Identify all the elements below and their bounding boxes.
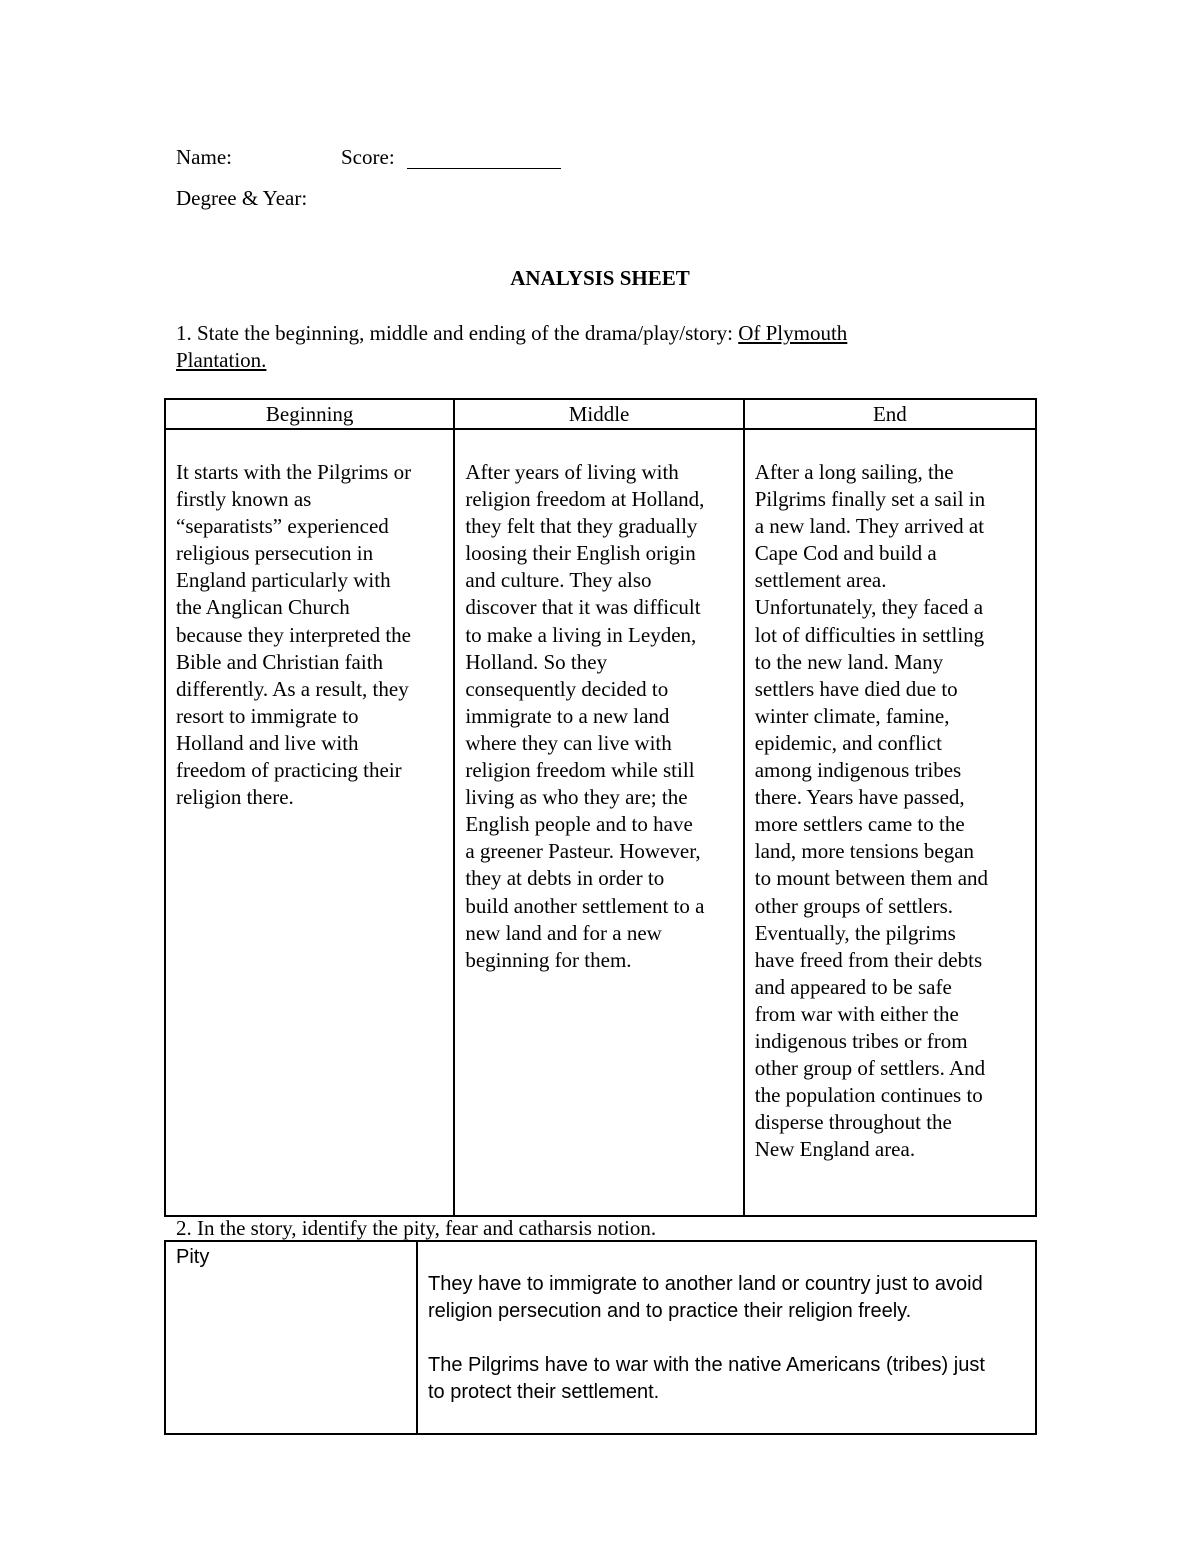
cell-text-line: to the new land. Many [754, 649, 944, 674]
pity-text-line: to protect their settlement. [428, 1381, 660, 1403]
middle-cell [454, 429, 743, 1216]
cell-text-line: Eventually, the pilgrims [754, 920, 956, 945]
cell-text-line: Holland. So they [465, 649, 608, 674]
cell-text-line: resort to immigrate to [176, 703, 359, 728]
cell-text-line: more settlers came to the [754, 812, 965, 837]
cell-text-line: they felt that they gradually [465, 514, 698, 539]
pity-label: Pity [165, 1241, 417, 1434]
cell-text-line: discover that it was difficult [465, 595, 701, 620]
cell-text-line: other groups of settlers. [754, 893, 954, 918]
cell-text-line: firstly known as [176, 487, 312, 512]
end-cell [744, 429, 1036, 1216]
cell-text-line: Holland and live with [176, 730, 359, 755]
beginning-middle-end-table [164, 398, 1037, 1217]
cell-text-line: New England area. [754, 1137, 916, 1162]
pity-text-line: They have to immigrate to another land or country just to avoid [428, 1273, 983, 1295]
cell-text-line: religious persecution in [176, 541, 374, 566]
cell-text-line: After years of living with [465, 460, 679, 484]
header-beginning: Beginning [165, 399, 454, 429]
cell-text-line: consequently decided to [465, 676, 669, 701]
degree-year-label: Degree & Year: [176, 186, 308, 210]
pity-paragraph [428, 1271, 1027, 1325]
question-2-prompt: 2. In the story, identify the pity, fear and catharsis notion. [176, 1216, 657, 1240]
pity-content [417, 1241, 1036, 1434]
cell-text-line: Bible and Christian faith [176, 649, 384, 674]
cell-text-line: living as who they are; the [465, 785, 688, 810]
cell-text-line: they at debts in order to [465, 866, 665, 891]
score-blank-line [407, 168, 561, 169]
cell-text-line: “separatists” experienced [176, 514, 389, 539]
cell-text-line: beginning for them. [465, 947, 632, 972]
story-title-line-2: Plantation. [176, 348, 267, 372]
question-1-prompt [176, 320, 847, 347]
cell-text-line: England particularly with [176, 568, 391, 593]
cell-text-line: loosing their English origin [465, 541, 696, 566]
cell-text-line: where they can live with [465, 730, 672, 755]
cell-text-line: epidemic, and conflict [754, 730, 942, 755]
cell-text-line: differently. As a result, they [176, 676, 409, 701]
cell-text-line: lot of difficulties in settling [754, 622, 985, 647]
cell-text-line: to make a living in Leyden, [465, 622, 697, 647]
cell-text-line: settlers have died due to [754, 676, 958, 701]
cell-text-line: settlement area. [754, 568, 887, 593]
cell-text-line: because they interpreted the [176, 622, 411, 647]
page-title: ANALYSIS SHEET [510, 266, 690, 290]
cell-text-line: Unfortunately, they faced a [754, 595, 984, 620]
cell-text-line: winter climate, famine, [754, 703, 950, 728]
header-middle: Middle [454, 399, 743, 429]
cell-text-line: from war with either the [754, 1001, 959, 1026]
pity-paragraph [428, 1352, 1027, 1406]
cell-text-line: and appeared to be safe [754, 974, 952, 999]
cell-text-line: land, more tensions began [754, 839, 975, 864]
cell-text-line: other group of settlers. And [754, 1056, 986, 1081]
cell-text-line: Cape Cod and build a [754, 541, 937, 566]
cell-text-line: Pilgrims finally set a sail in [754, 487, 986, 512]
cell-text-line: a new land. They arrived at [754, 514, 985, 539]
cell-text-line: indigenous tribes or from [754, 1028, 968, 1053]
cell-text-line: a greener Pasteur. However, [465, 839, 701, 864]
cell-text-line: build another settlement to a [465, 893, 705, 918]
cell-text-line: disperse throughout the [754, 1110, 952, 1135]
name-label: Name: [176, 145, 232, 169]
beginning-cell [165, 429, 454, 1216]
story-title-line-1: Of Plymouth [738, 321, 848, 345]
pity-text-line: religion persecution and to practice their religion freely. [428, 1300, 912, 1322]
cell-text-line: the population continues to [754, 1083, 983, 1108]
table-body-row [165, 429, 1036, 1216]
cell-text-line: there. Years have passed, [754, 785, 965, 810]
cell-text-line: immigrate to a new land [465, 703, 670, 728]
cell-text-line: After a long sailing, the [754, 460, 954, 484]
cell-text-line: have freed from their debts [754, 947, 983, 972]
pity-fear-catharsis-table [164, 1240, 1037, 1435]
cell-text-line: freedom of practicing their [176, 758, 402, 783]
cell-text-line: religion freedom at Holland, [465, 487, 705, 512]
cell-text-line: religion freedom while still [465, 758, 695, 783]
cell-text-line: religion there. [176, 785, 294, 810]
cell-text-line: English people and to have [465, 812, 693, 837]
pity-text-line: The Pilgrims have to war with the native Americans (tribes) just [428, 1354, 985, 1376]
header-end: End [744, 399, 1036, 429]
cell-text-line: It starts with the Pilgrims or [176, 460, 412, 484]
cell-text-line: and culture. They also [465, 568, 652, 593]
pity-row [165, 1241, 1036, 1434]
question-1-text: 1. State the beginning, middle and ending of the drama/play/story: [176, 321, 739, 345]
cell-text-line: to mount between them and [754, 866, 989, 891]
cell-text-line: among indigenous tribes [754, 758, 962, 783]
table-header-row [165, 399, 1036, 429]
cell-text-line: the Anglican Church [176, 595, 350, 620]
score-label: Score: [341, 145, 395, 169]
cell-text-line: new land and for a new [465, 920, 662, 945]
